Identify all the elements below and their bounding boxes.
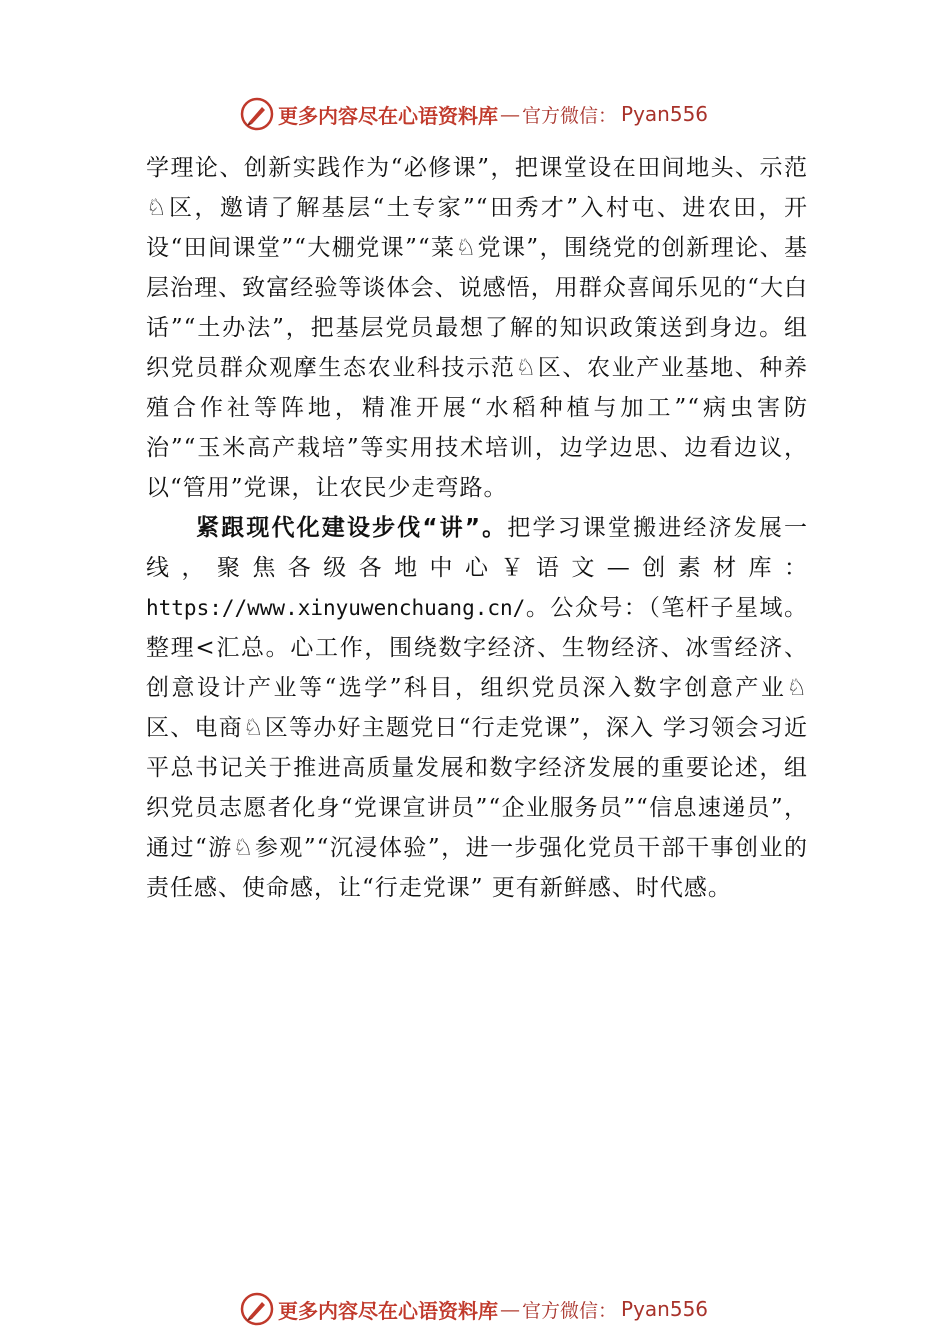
footer-separator: — [500,1297,520,1321]
footer-title: 更多内容尽在心语资料库 [278,1298,498,1323]
paragraph-1: 学理论、创新实践作为“必修课”，把课堂设在田间地头、示范♘区，邀请了解基层“土专家”“田秀才”入村屯、进农田，开设“田间课堂”“大棚党课”“菜♘党课”，围绕党的创新理论、基层治理、致富经验等谈体会、说感悟，用群众喜闻乐见的“大白话”“土办法”，把基层党员最想了解的知识政策送到身边。组织党员群众观摩生态农业科技示范♘区、农业产业基地、种养殖合作社等阵地，精准开展“水稻种植与加工”“病虫害防治”“玉米高产栽培”等实用技术培训，边学边思、边看边议，以“管用”党课，让农民少走弯路。 [146,155,808,501]
paragraph-2-url: https://www.xinyuwenchuang.cn/ [146,596,526,620]
footer-wechat-handle: Pyan556 [621,1297,709,1321]
footer-banner [240,1291,760,1327]
paragraph-2-text-b: 。公众号：（笔杆子星域。整理<汇总。心工作，围绕数字经济、生物经济、冰雪经济、创意设计产业等“选学”科目，组织党员深入数字创意产业♘区、电商♘区等办好主题党日“行走党课”，深入 学习领会习近平总书记关于推进高质量发展和数字经济发展的重要论述，组织党员志愿者化身“党课宣讲员”“企业服务员”“信息速递员”，通过“游♘参观”“沉浸体验”，进一步强化党员干部干事创业的责任感、使命感，让“行走党课” 更有新鲜感、时代感。 [146,595,808,901]
paragraph-2-lead: 紧跟现代化建设步伐“讲”。 [196,515,508,541]
footer-wechat-label: 官方微信： [522,1299,618,1322]
pen-logo-icon [240,97,274,131]
header-wechat-handle: Pyan556 [621,102,709,126]
header-separator: — [500,102,520,126]
header-banner [240,96,760,132]
header-wechat-label: 官方微信： [522,104,618,127]
document-body [146,148,808,908]
paragraph-2-text-a: 把学习课堂搬进经济发展一线，聚焦各级各地中心￥语文—创素材库： [146,515,809,581]
header-title: 更多内容尽在心语资料库 [278,103,498,128]
paragraph-2 [146,508,808,908]
pen-logo-icon [240,1292,274,1326]
